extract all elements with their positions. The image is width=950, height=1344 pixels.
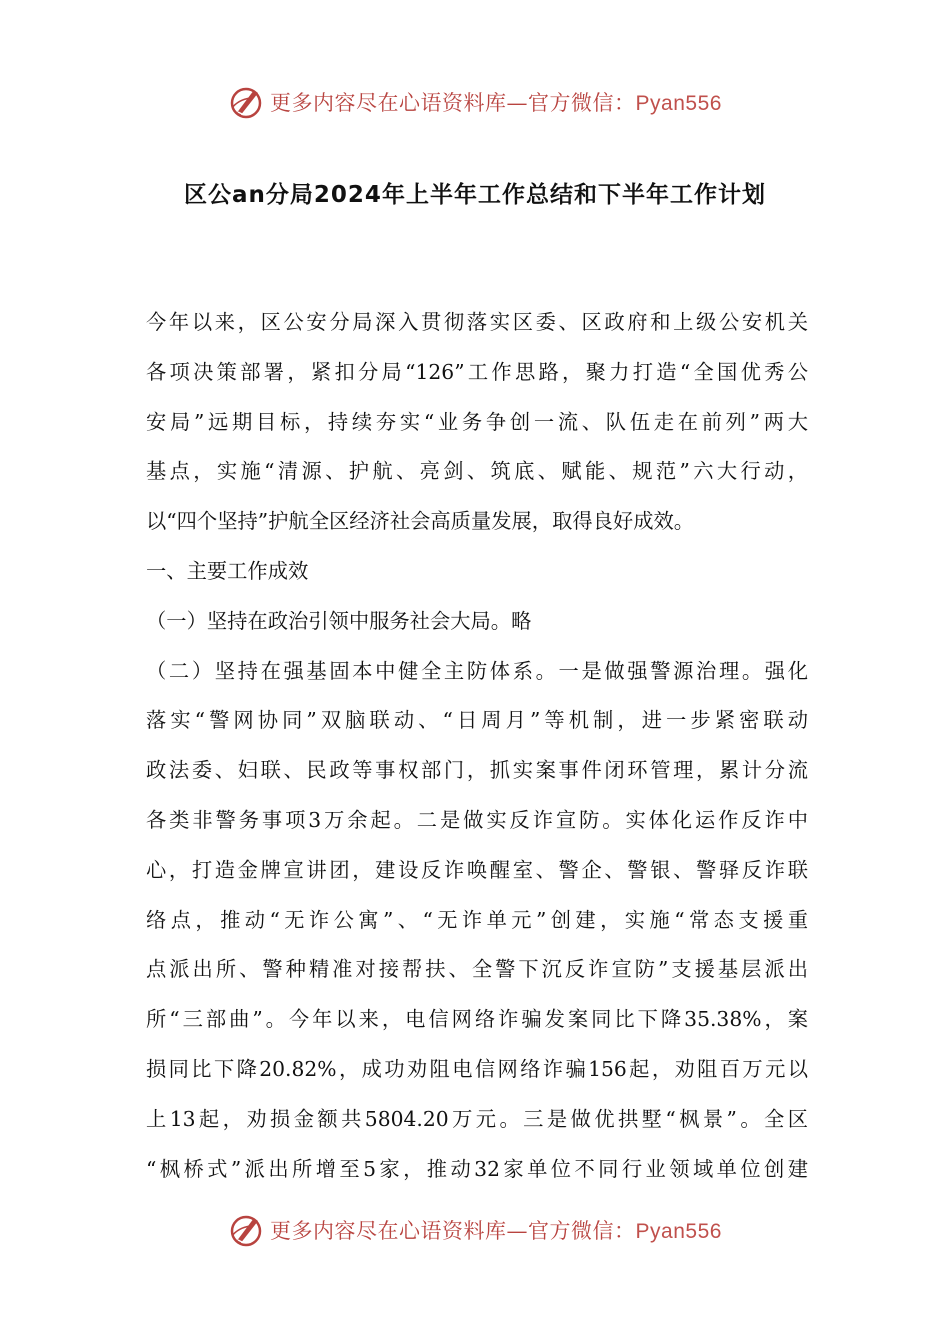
- text-line: （一）坚持在政治引领中服务社会大局。略: [146, 608, 532, 633]
- watermark-slogan: 更多内容尽在心语资料库—官方微信：: [270, 1219, 636, 1243]
- document-body: [146, 298, 808, 1194]
- quill-pen-logo-icon: [228, 1212, 264, 1248]
- watermark-banner-top: [0, 80, 950, 124]
- document-title: 区公an分局2024年上半年工作总结和下半年工作计划: [184, 182, 766, 208]
- text-line: 损同比下降20.82%，成功劝阻电信网络诈骗156起，劝阻百万元以: [146, 1056, 808, 1081]
- watermark-text: [270, 87, 722, 117]
- watermark-wechat-id: Pyan556: [635, 1220, 722, 1243]
- watermark-wechat-id: Pyan556: [635, 92, 722, 115]
- text-line: “枫桥式”派出所增至5家，推动32家单位不同行业领域单位创建: [146, 1156, 808, 1181]
- text-line: （二）坚持在强基固本中健全主防体系。一是做强警源治理。强化: [146, 658, 808, 683]
- text-line: 基点，实施“清源、护航、亮剑、筑底、赋能、规范”六大行动，: [146, 459, 808, 484]
- text-line: 落实“警网协同”双脑联动、“日周月”等机制，进一步紧密联动: [146, 708, 808, 733]
- text-line: 今年以来，区公安分局深入贯彻落实区委、区政府和上级公安机关: [146, 310, 808, 334]
- text-line: 上13起，劝损金额共5804.20万元。三是做优拱墅“枫景”。全区: [146, 1106, 808, 1131]
- watermark-banner-bottom: [0, 1208, 950, 1252]
- text-line: 各项决策部署，紧扣分局“126”工作思路，聚力打造“全国优秀公: [146, 359, 808, 384]
- text-line: 络点，推动“无诈公寓”、“无诈单元”创建，实施“常态支援重: [146, 907, 808, 932]
- text-line: 政法委、妇联、民政等事权部门，抓实案事件闭环管理，累计分流: [146, 758, 808, 783]
- text-line: 一、主要工作成效: [146, 558, 309, 583]
- text-line: 以“四个坚持”护航全区经济社会高质量发展，取得良好成效。: [146, 509, 695, 534]
- watermark-text: [270, 1215, 722, 1245]
- text-line: 安局”远期目标，持续夯实“业务争创一流、队伍走在前列”两大: [146, 409, 808, 434]
- text-line: 点派出所、警种精准对接帮扶、全警下沉反诈宣防”支援基层派出: [146, 957, 808, 982]
- text-line: 所“三部曲”。今年以来，电信网络诈骗发案同比下降35.38%，案: [146, 1007, 808, 1032]
- quill-pen-logo-icon: [228, 84, 264, 120]
- text-line: 心，打造金牌宣讲团，建设反诈唤醒室、警企、警银、警驿反诈联: [146, 857, 808, 882]
- text-line: 各类非警务事项3万余起。二是做实反诈宣防。实体化运作反诈中: [146, 807, 808, 832]
- watermark-slogan: 更多内容尽在心语资料库—官方微信：: [270, 91, 636, 115]
